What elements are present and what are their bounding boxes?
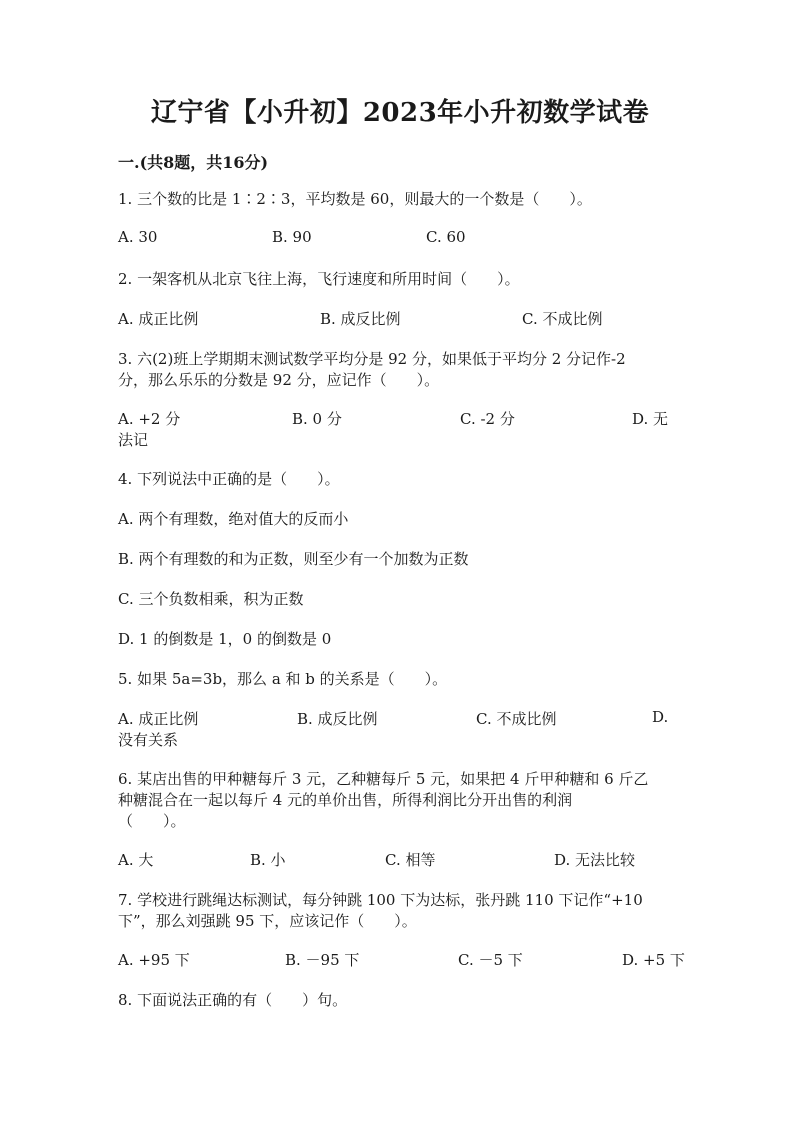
q4-option-d: D. 1 的倒数是 1，0 的倒数是 0 bbox=[118, 630, 332, 648]
question-5: 5. 如果 5a=3b，那么 a 和 b 的关系是（ ）。 bbox=[118, 670, 448, 688]
q3-option-c: C. -2 分 bbox=[460, 410, 515, 428]
q1-option-b: B. 90 bbox=[272, 228, 312, 246]
q3-option-b: B. 0 分 bbox=[292, 410, 342, 428]
q6-option-d: D. 无法比较 bbox=[554, 851, 636, 869]
q3-option-a: A. +2 分 bbox=[118, 410, 181, 428]
question-2: 2. 一架客机从北京飞往上海，飞行速度和所用时间（ ）。 bbox=[118, 270, 520, 288]
question-6-line-3: （ ）。 bbox=[118, 812, 186, 830]
q5-option-b: B. 成反比例 bbox=[297, 710, 378, 728]
question-6-line-2: 种糖混合在一起以每斤 4 元的单价出售，所得利润比分开出售的利润 bbox=[118, 791, 573, 809]
q6-option-b: B. 小 bbox=[250, 851, 286, 869]
q6-option-c: C. 相等 bbox=[385, 851, 436, 869]
question-7-line-2: 下”，那么刘强跳 95 下，应该记作（ ）。 bbox=[118, 912, 417, 930]
q2-option-b: B. 成反比例 bbox=[320, 310, 401, 328]
question-7: 7. 学校进行跳绳达标测试，每分钟跳 100 下为达标，张丹跳 110 下记作“+10 bbox=[118, 891, 643, 909]
q2-option-c: C. 不成比例 bbox=[522, 310, 603, 328]
section-heading: 一.(共8题，共16分) bbox=[118, 153, 269, 172]
q3-option-d-wrap: 法记 bbox=[118, 431, 149, 449]
q5-option-d: D. bbox=[652, 708, 669, 726]
q7-option-a: A. +95 下 bbox=[118, 951, 190, 969]
q4-option-c: C. 三个负数相乘，积为正数 bbox=[118, 590, 304, 608]
q5-option-d-wrap: 没有关系 bbox=[118, 731, 179, 749]
question-4: 4. 下列说法中正确的是（ ）。 bbox=[118, 470, 340, 488]
q5-option-a: A. 成正比例 bbox=[118, 710, 199, 728]
question-1: 1. 三个数的比是 1∶2∶3，平均数是 60，则最大的一个数是（ ）。 bbox=[118, 190, 592, 208]
q4-option-b: B. 两个有理数的和为正数，则至少有一个加数为正数 bbox=[118, 550, 469, 568]
q1-option-c: C. 60 bbox=[426, 228, 466, 246]
question-3-line-2: 分，那么乐乐的分数是 92 分，应记作（ ）。 bbox=[118, 371, 440, 389]
question-8: 8. 下面说法正确的有（ ）句。 bbox=[118, 991, 348, 1009]
q4-option-a: A. 两个有理数，绝对值大的反而小 bbox=[118, 510, 349, 528]
q1-option-a: A. 30 bbox=[118, 228, 158, 246]
q7-option-d: D. +5 下 bbox=[622, 951, 685, 969]
q6-option-a: A. 大 bbox=[118, 851, 154, 869]
q5-option-c: C. 不成比例 bbox=[476, 710, 557, 728]
page-title: 辽宁省【小升初】2023年小升初数学试卷 bbox=[150, 98, 650, 128]
question-6: 6. 某店出售的甲种糖每斤 3 元，乙种糖每斤 5 元，如果把 4 斤甲种糖和 6 斤乙 bbox=[118, 770, 649, 788]
q7-option-c: C. －5 下 bbox=[458, 951, 523, 969]
q3-option-d: D. 无 bbox=[632, 410, 669, 428]
q2-option-a: A. 成正比例 bbox=[118, 310, 199, 328]
question-3: 3. 六(2)班上学期期末测试数学平均分是 92 分，如果低于平均分 2 分记作-2 bbox=[118, 350, 626, 368]
q7-option-b: B. －95 下 bbox=[285, 951, 360, 969]
